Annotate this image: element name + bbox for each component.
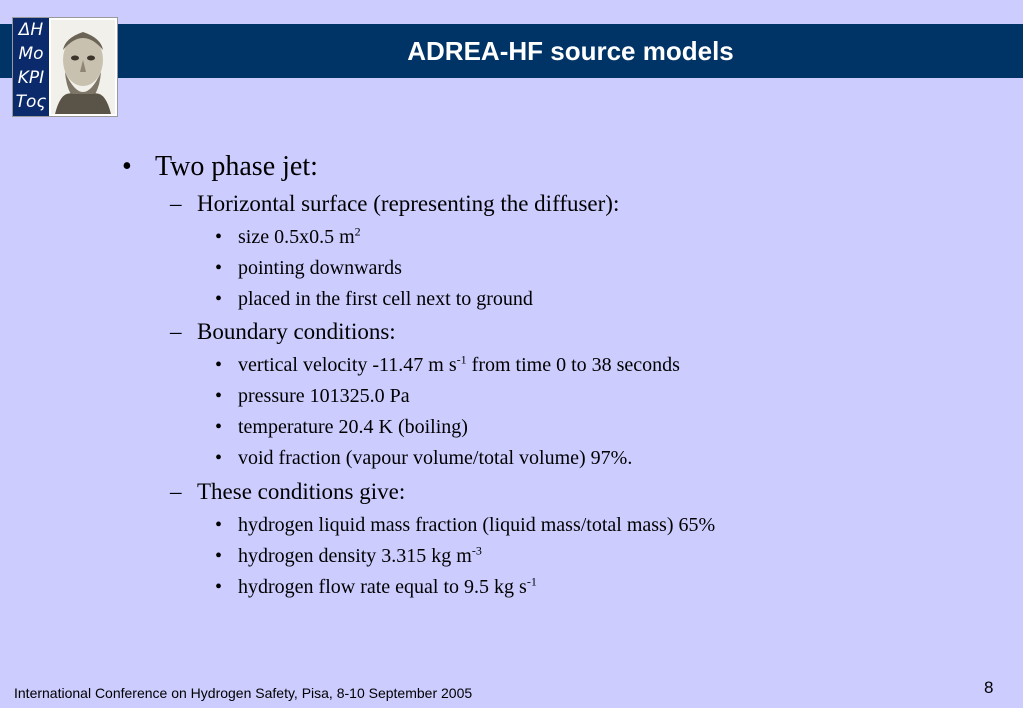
subheading-conditions-give: These conditions give: [197,479,406,504]
dash-mark: – [170,479,182,504]
item-pointing: pointing downwards [238,257,402,279]
title-bar [0,24,1023,78]
superscript: -1 [526,574,537,589]
item-flow-rate [238,576,537,599]
footer-conference: International Conference on Hydrogen Safety, Pisa, 8-10 September 2005 [14,685,473,701]
item-text: hydrogen density 3.315 kg m [238,545,472,567]
superscript: -3 [471,543,482,558]
logo-letter-3: ΚΡΙ [17,68,45,88]
logo-letter-4: Τος [15,92,47,112]
dash-mark: – [170,319,182,344]
item-pressure: pressure 101325.0 Pa [238,385,410,407]
bullet-mark: • [215,447,223,469]
bullet-mark: • [215,385,223,407]
subheading-horizontal-surface: Horizontal surface (representing the diffuser): [197,191,620,216]
logo-lettering [13,18,49,116]
item-text: size 0.5x0.5 m [238,226,355,248]
logo-letter-2: Μο [18,44,44,64]
superscript: 2 [354,224,361,239]
bullet-mark: • [215,514,223,536]
democritos-logo [12,17,118,117]
item-text-after: from time 0 to 38 seconds [466,354,680,376]
bullet-two-phase-jet: Two phase jet: [155,151,318,182]
bullet-mark: • [215,288,223,310]
item-void-fraction: void fraction (vapour volume/total volume) 97%. [238,447,633,469]
item-vertical-velocity [238,354,680,377]
item-text: hydrogen flow rate equal to 9.5 kg s [238,576,527,598]
bullet-mark: • [215,354,223,376]
superscript: -1 [456,352,467,367]
logo-letter-1: ΔΗ [18,20,44,40]
portrait-icon [51,20,115,114]
item-temperature: temperature 20.4 K (boiling) [238,416,468,438]
bullet-mark: • [215,576,223,598]
bullet-mark: • [215,226,223,248]
item-placed: placed in the first cell next to ground [238,288,533,310]
dash-mark: – [170,191,182,216]
bullet-mark: • [215,257,223,279]
item-hydrogen-density [238,545,482,568]
item-size [238,226,361,249]
item-liquid-mass-fraction: hydrogen liquid mass fraction (liquid mass/total mass) 65% [238,514,716,536]
page-number: 8 [984,678,994,697]
bullet-mark: • [215,545,223,567]
subheading-boundary-conditions: Boundary conditions: [197,319,396,344]
item-text: vertical velocity -11.47 m s [238,354,457,376]
slide-title: ADREA-HF source models [407,35,734,66]
bullet-mark: • [215,416,223,438]
bullet-mark: • [122,151,132,182]
